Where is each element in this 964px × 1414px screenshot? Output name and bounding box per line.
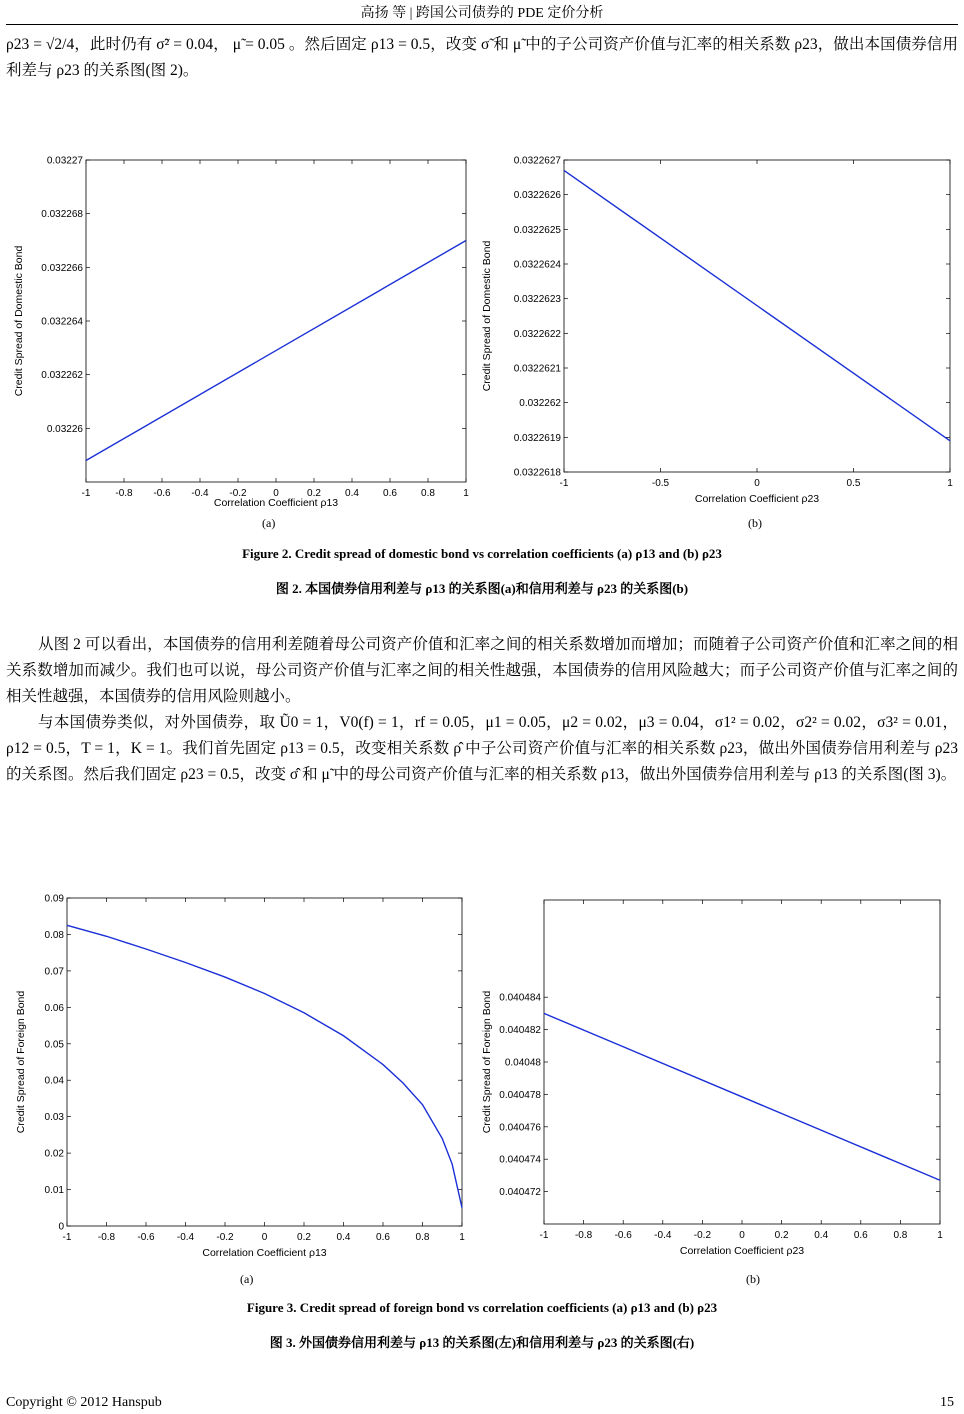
fig3a-x-tick-label: -0.4 bbox=[176, 1232, 195, 1243]
fig3a-y-tick-label: 0.05 bbox=[44, 1039, 64, 1051]
fig2b-y-tick-label: 0.0322627 bbox=[513, 155, 561, 167]
fig3a-y-tick-label: 0.01 bbox=[44, 1185, 64, 1197]
fig3a-x-tick-label: -0.8 bbox=[97, 1232, 116, 1243]
chart-fig3b-svg bbox=[478, 888, 948, 1268]
paragraph-2: 从图 2 可以看出，本国债券的信用利差随着母公司资产价值和汇率之间的相关系数增加而增加；而随着子公司资产价值和汇率之间的相关系数增加而减少。我们也可以说，母公司资产价值与汇率之间的相关性越强，本国债券的信用风险越大；而子公司资产价值与汇率之间的相关性越强，本国债券的信用风险则越小。 bbox=[6, 636, 958, 705]
fig3a-y-tick-label: 0.09 bbox=[44, 893, 64, 905]
fig3b-y-tick-label: 0.040484 bbox=[499, 992, 541, 1004]
fig2a-x-tick-label: 0.2 bbox=[307, 488, 321, 499]
fig3b-y-tick-label: 0.040472 bbox=[499, 1187, 541, 1199]
fig2b-y-tick-label: 0.0322624 bbox=[513, 259, 561, 271]
fig3a-y-tick-label: 0 bbox=[58, 1221, 64, 1233]
fig3b-x-tick-label: 0.6 bbox=[853, 1230, 868, 1241]
fig3a-y-axis-label: Credit Spread of Foreign Bond bbox=[15, 990, 27, 1134]
fig2a-plot-frame bbox=[86, 160, 466, 482]
fig2a-x-tick-label: -0.4 bbox=[191, 488, 209, 499]
fig3b-x-tick-label: 1 bbox=[937, 1230, 943, 1241]
fig2b-y-tick-label: 0.032262 bbox=[519, 398, 561, 410]
header-rule bbox=[6, 24, 958, 25]
chart-fig3b bbox=[478, 888, 948, 1268]
fig2a-x-tick-label: -0.2 bbox=[229, 488, 247, 499]
fig3a-y-tick-label: 0.04 bbox=[44, 1075, 64, 1087]
fig2b-x-axis-label: Correlation Coefficient ρ23 bbox=[694, 493, 820, 505]
fig2b-y-tick-label: 0.0322619 bbox=[513, 432, 561, 444]
fig2-sublabel-b: (b) bbox=[748, 516, 762, 530]
fig2a-y-tick-label: 0.032264 bbox=[41, 316, 83, 328]
fig3b-x-tick-label: -0.2 bbox=[693, 1230, 712, 1241]
fig2b-y-tick-label: 0.0322625 bbox=[513, 224, 561, 236]
fig2-caption-en: Figure 2. Credit spread of domestic bond vs correlation coefficients (a) ρ13 and (b) ρ23 bbox=[242, 546, 722, 561]
chart-fig2a bbox=[10, 150, 480, 510]
fig3a-x-tick-label: 0.6 bbox=[376, 1232, 390, 1243]
fig3a-y-tick-label: 0.07 bbox=[44, 966, 64, 978]
fig2-caption-cn: 图 2. 本国债券信用利差与 ρ13 的关系图(a)和信用利差与 ρ23 的关系图(b) bbox=[275, 581, 689, 596]
fig3b-x-tick-label: 0.2 bbox=[774, 1230, 789, 1241]
fig3b-x-tick-label: 0 bbox=[739, 1230, 745, 1241]
fig2a-y-tick-label: 0.032262 bbox=[41, 370, 83, 382]
fig2a-x-tick-label: 0.6 bbox=[383, 488, 397, 499]
fig2a-x-tick-label: 0 bbox=[273, 488, 279, 499]
fig3a-plot-frame bbox=[67, 898, 462, 1226]
chart-fig2b-svg bbox=[478, 150, 958, 510]
fig2b-x-tick-label: -0.5 bbox=[651, 478, 670, 489]
fig2a-y-tick-label: 0.032268 bbox=[41, 209, 83, 221]
fig2a-y-tick-label: 0.03227 bbox=[46, 155, 83, 167]
fig3b-y-tick-label: 0.040482 bbox=[499, 1025, 541, 1037]
fig3b-y-tick-label: 0.040474 bbox=[499, 1154, 541, 1166]
footer-page-number: 15 bbox=[940, 1395, 954, 1410]
fig3a-x-tick-label: 0.2 bbox=[297, 1232, 311, 1243]
fig3a-y-tick-label: 0.02 bbox=[44, 1148, 64, 1160]
fig3-caption-cn: 图 3. 外国债券信用利差与 ρ13 的关系图(左)和信用利差与 ρ23 的关系图(右) bbox=[269, 1335, 695, 1350]
fig3b-y-axis-label: Credit Spread of Foreign Bond bbox=[481, 990, 493, 1134]
fig2b-y-tick-label: 0.0322622 bbox=[513, 328, 561, 340]
fig3b-x-tick-label: -0.4 bbox=[654, 1230, 672, 1241]
fig3a-x-tick-label: -1 bbox=[62, 1232, 72, 1243]
footer-copyright: Copyright © 2012 Hanspub bbox=[6, 1395, 162, 1410]
paragraph-1: ρ23 = √2/4，此时仍有 σ̃² = 0.04， μ̃ = 0.05 。然后固定 ρ13 = 0.5，改变 σ̃ 和 μ̃ 中的子公司资产价值与汇率的相关系数 ρ23，做出本国债券信用利差与 ρ23 的关系图(图 2)。 bbox=[6, 36, 958, 79]
fig3-sublabel-b: (b) bbox=[746, 1272, 760, 1286]
fig2b-x-tick-label: 0 bbox=[754, 478, 760, 489]
fig3b-x-tick-label: -0.8 bbox=[574, 1230, 593, 1241]
fig2b-y-tick-label: 0.0322621 bbox=[513, 363, 561, 375]
fig2a-x-tick-label: 0.8 bbox=[421, 488, 435, 499]
fig3a-y-tick-label: 0.03 bbox=[44, 1112, 64, 1124]
fig3b-x-tick-label: 0.4 bbox=[814, 1230, 829, 1241]
fig3a-y-tick-label: 0.06 bbox=[44, 1002, 64, 1014]
fig2b-y-tick-label: 0.0322626 bbox=[513, 190, 561, 202]
fig2a-x-tick-label: -1 bbox=[81, 488, 91, 499]
fig2a-y-axis-label: Credit Spread of Domestic Bond bbox=[13, 245, 25, 397]
fig3b-x-tick-label: -0.6 bbox=[614, 1230, 632, 1241]
fig3b-x-axis-label: Correlation Coefficient ρ23 bbox=[679, 1245, 805, 1257]
chart-fig2b bbox=[478, 150, 958, 510]
fig2a-y-tick-label: 0.032266 bbox=[41, 262, 83, 274]
fig2b-x-tick-label: 0.5 bbox=[846, 478, 861, 489]
fig3b-x-tick-label: -1 bbox=[539, 1230, 549, 1241]
paragraph-3: 与本国债券类似，对外国债券，取 Ũ0 = 1，V0(f) = 1，rf = 0.05，μ1 = 0.05，μ2 = 0.02，μ3 = 0.04，σ1² = 0.02，σ2² = 0.02，σ3² = 0.01，ρ12 = 0.5，T = 1，K = 1。我们首先固定 ρ13 = 0.5，改变相关系数 ρ̂ 中子公司资产价值与汇率的相关系数 ρ23，做出外国债券信用利差与 ρ23 的关系图。然后我们固定 ρ23 = 0.5，改变 σ̂ 和 μ̃ 中的母公司资产价值与汇率的相关系数 ρ13，做出外国债券信用利差与 ρ13 的关系图(图 3)。 bbox=[6, 714, 958, 783]
fig2b-x-tick-label: -1 bbox=[559, 478, 569, 489]
fig3-caption-en: Figure 3. Credit spread of foreign bond vs correlation coefficients (a) ρ13 and (b) ρ23 bbox=[246, 1300, 718, 1315]
fig3a-x-tick-label: 0.4 bbox=[336, 1232, 351, 1243]
fig2a-x-tick-label: 1 bbox=[463, 488, 469, 499]
fig2b-plot-frame bbox=[564, 160, 950, 472]
chart-fig3a bbox=[12, 888, 474, 1268]
fig2a-x-tick-label: -0.8 bbox=[115, 488, 133, 499]
fig2b-y-axis-label: Credit Spread of Domestic Bond bbox=[481, 240, 493, 392]
fig3a-x-tick-label: 0 bbox=[261, 1232, 268, 1243]
fig2a-x-axis-label: Correlation Coefficient ρ13 bbox=[213, 497, 339, 509]
fig2a-x-tick-label: -0.6 bbox=[153, 488, 171, 499]
fig3b-y-tick-label: 0.040478 bbox=[499, 1089, 541, 1101]
fig3a-x-tick-label: 0.8 bbox=[415, 1232, 430, 1243]
fig2b-x-tick-label: 1 bbox=[947, 478, 953, 489]
fig3a-x-tick-label: 1 bbox=[459, 1232, 465, 1243]
fig2a-x-tick-label: 0.4 bbox=[345, 488, 359, 499]
fig3b-plot-frame bbox=[544, 900, 940, 1224]
fig2b-y-tick-label: 0.0322618 bbox=[513, 467, 561, 479]
fig3b-y-tick-label: 0.04048 bbox=[504, 1057, 541, 1069]
fig3a-x-tick-label: -0.6 bbox=[137, 1232, 155, 1243]
chart-fig2a-svg bbox=[10, 150, 480, 510]
fig3-sublabel-a: (a) bbox=[240, 1272, 254, 1286]
running-header: 高扬 等 | 跨国公司债券的 PDE 定价分析 bbox=[360, 6, 604, 21]
fig3a-x-axis-label: Correlation Coefficient ρ13 bbox=[202, 1247, 327, 1259]
fig3a-x-tick-label: -0.2 bbox=[216, 1232, 234, 1243]
fig3b-x-tick-label: 0.8 bbox=[893, 1230, 908, 1241]
fig3a-y-tick-label: 0.08 bbox=[44, 929, 64, 941]
chart-fig3a-svg bbox=[12, 888, 474, 1268]
fig3b-y-tick-label: 0.040476 bbox=[499, 1122, 541, 1134]
fig2b-y-tick-label: 0.0322623 bbox=[513, 294, 561, 306]
fig2a-y-tick-label: 0.03226 bbox=[46, 423, 83, 435]
fig2-sublabel-a: (a) bbox=[262, 516, 276, 530]
